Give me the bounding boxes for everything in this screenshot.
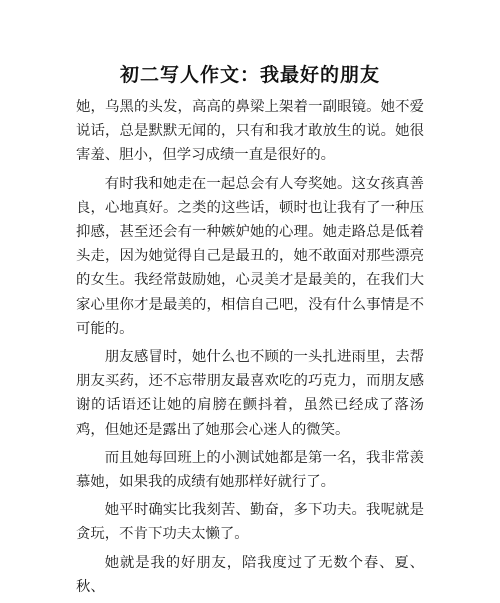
- paragraph-1: 她，乌黑的头发，高高的鼻梁上架着一副眼镜。她不爱说话，总是默默无闻的，只有和我才敢放生的说。她很害羞、胆小，但学习成绩一直是很好的。: [76, 99, 424, 164]
- paragraph-6: 她就是我的好朋友，陪我度过了无数个春、夏、秋、: [76, 554, 424, 595]
- paragraph-3: 朋友感冒时，她什么也不顾的一头扎进雨里，去帮朋友买药，还不忘带朋友最喜欢吃的巧克力，而朋友感谢的话语还让她的肩膀在颤抖着，虽然已经成了落汤鸡，但她还是露出了她那会心迷人的微笑。: [76, 349, 424, 438]
- paragraph-5: 她平时确实比我刻苦、勤奋，多下功夫。我呢就是贪玩，不肯下功夫太懒了。: [76, 502, 424, 543]
- paragraph-2: 有时我和她走在一起总会有人夸奖她。这女孩真善良，心地真好。之类的这些话，顿时也让我有了一种压抑感，甚至还会有一种嫉妒她的心理。她走路总是低着头走，因为她觉得自己是最丑的，她不敢面对那些漂亮的女生。我经常鼓励她，心灵美才是最美的，在我们大家心里你才是最美的，相信自己吧，没有什么事情是不可能的。: [76, 175, 424, 337]
- document-body: [76, 95, 424, 603]
- paragraph-4: 而且她每回班上的小测试她都是第一名，我非常羡慕她，如果我的成绩有她那样好就行了。: [76, 449, 424, 491]
- document-title: 初二写人作文：我最好的朋友: [119, 64, 380, 86]
